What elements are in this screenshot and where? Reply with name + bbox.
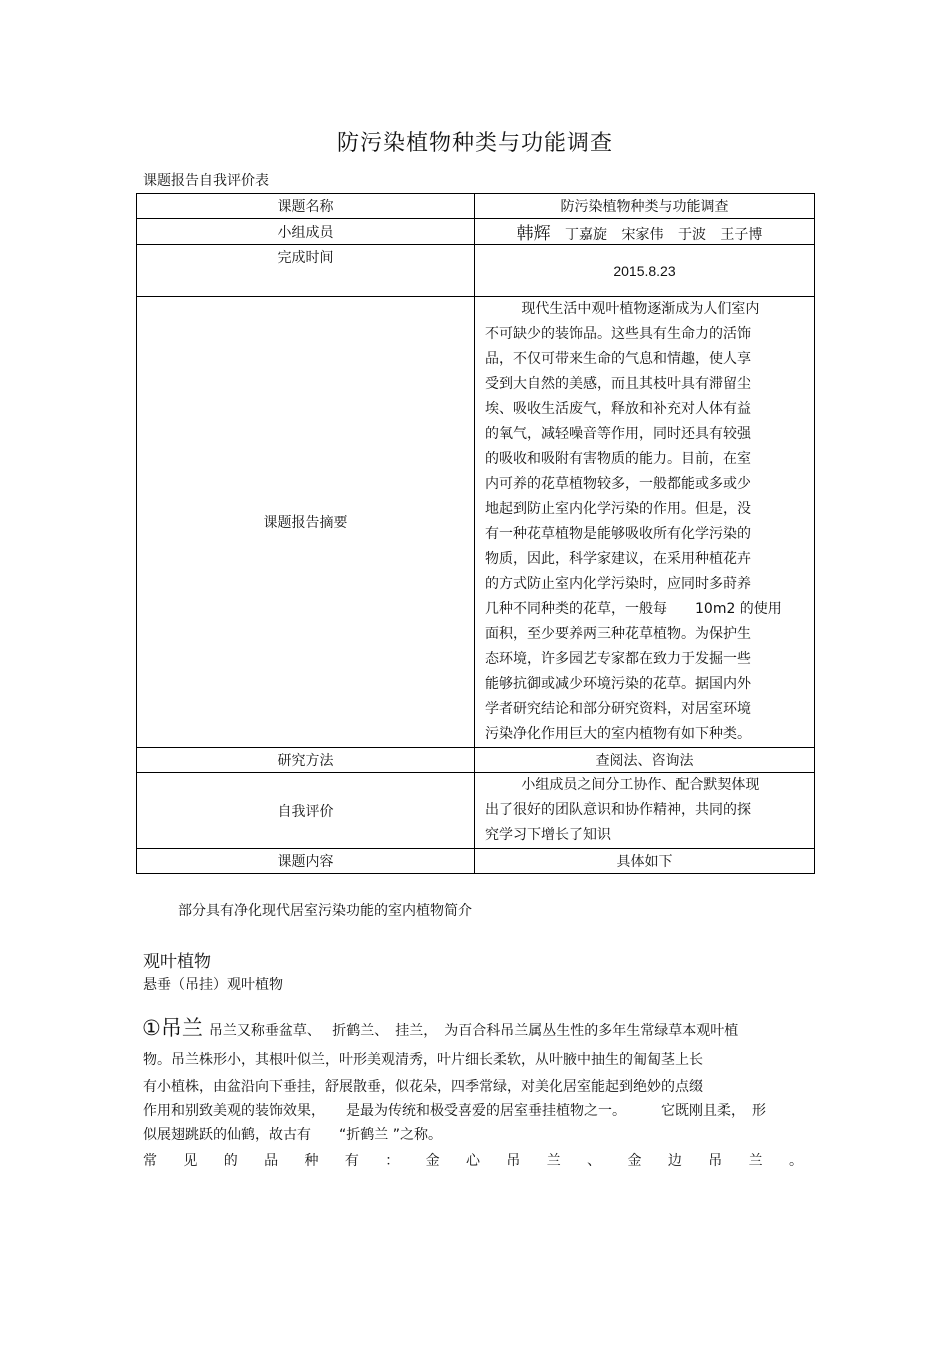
body-line: 作用和别致美观的装饰效果， 是最为传统和极受喜爱的居室垂挂植物之一。 它既刚且柔， 形 — [143, 1103, 766, 1119]
label-self-evaluation: 自我评价 — [137, 773, 475, 849]
char: 边 — [667, 1153, 682, 1169]
table-row — [137, 849, 815, 874]
char: 品 — [264, 1153, 279, 1169]
table-caption: 课题报告自我评价表 — [143, 173, 269, 189]
member-name: 宋家伟 — [621, 227, 664, 243]
table-row — [137, 773, 815, 849]
abstract-line: 学者研究结论和部分研究资料，对居室环境 — [485, 701, 751, 717]
body-line: 似展翅跳跃的仙鹤，故古有 “折鹤兰 ”之称。 — [143, 1127, 442, 1143]
member-name: 于波 — [677, 227, 706, 243]
char: 兰 — [546, 1153, 561, 1169]
abstract-line: 的方式防止室内化学污染时，应同时多莳养 — [485, 576, 751, 592]
body-line: 有小植株，由盆沿向下垂挂，舒展散垂，似花朵，四季常绿，对美化居室能起到绝妙的点缀 — [143, 1079, 703, 1095]
abstract-line: 几种不同种类的花草，一般每 10m2 的使用 — [485, 601, 782, 617]
subsection-heading: 悬垂（吊挂）观叶植物 — [143, 977, 283, 993]
abstract-line: 不可缺少的装饰品。这些具有生命力的活饰 — [485, 326, 751, 342]
abstract-line: 埃、吸收生活废气，释放和补充对人体有益 — [485, 401, 751, 417]
label-topic-name: 课题名称 — [137, 194, 475, 219]
char: 的 — [223, 1153, 238, 1169]
char: 吊 — [708, 1153, 723, 1169]
abstract-line: 现代生活中观叶植物逐渐成为人们室内 — [521, 301, 760, 317]
value-group-members — [475, 219, 815, 245]
member-name: 丁嘉旋 — [565, 227, 608, 243]
label-topic-content: 课题内容 — [137, 849, 475, 874]
char: 、 — [587, 1153, 602, 1169]
label-research-method: 研究方法 — [137, 748, 475, 773]
char: 见 — [183, 1153, 198, 1169]
table-row — [137, 297, 815, 748]
abstract-line: 面积，至少要养两三种花草植物。为保护生 — [485, 626, 751, 642]
member-name: 王子博 — [720, 227, 763, 243]
label-report-abstract: 课题报告摘要 — [137, 297, 475, 748]
abstract-line: 有一种花草植物是能够吸收所有化学污染的 — [485, 526, 751, 542]
label-completion-time: 完成时间 — [137, 245, 475, 297]
self-evaluation-table — [136, 193, 815, 874]
item-text: 吊兰又称垂盆草、 折鹤兰、 挂兰， 为百合科吊兰属丛生性的多年生常绿草本观叶植 — [208, 1023, 739, 1039]
document-title: 防污染植物种类与功能调查 — [336, 131, 613, 156]
char: 常 — [143, 1153, 157, 1169]
abstract-line: 物质，因此，科学家建议，在采用种植花卉 — [485, 551, 751, 567]
char: 种 — [304, 1153, 319, 1169]
abstract-line: 污染净化作用巨大的室内植物有如下种类。 — [485, 726, 751, 742]
table-row — [137, 219, 815, 245]
body-line: 物。吊兰株形小，其根叶似兰，叶形美观清秀，叶片细长柔软，从叶腋中抽生的匍匐茎上长 — [143, 1052, 703, 1068]
member-name: 韩辉 — [516, 224, 551, 244]
evaluation-line: 究学习下增长了知识 — [485, 827, 611, 843]
table-row — [137, 194, 815, 219]
value-research-method: 查阅法、咨询法 — [475, 748, 815, 773]
table-row — [137, 748, 815, 773]
char: 兰 — [748, 1153, 763, 1169]
abstract-line: 能够抗御或减少环境污染的花草。据国内外 — [485, 676, 751, 692]
value-topic-name: 防污染植物种类与功能调查 — [475, 194, 815, 219]
value-topic-content: 具体如下 — [475, 849, 815, 874]
abstract-line: 地起到防止室内化学污染的作用。但是，没 — [485, 501, 751, 517]
char: 。 — [789, 1153, 803, 1169]
char: ： — [385, 1153, 400, 1169]
char: 有 — [344, 1153, 359, 1169]
item-title: ①吊兰 — [142, 1016, 203, 1040]
label-group-members: 小组成员 — [137, 219, 475, 245]
abstract-line: 的吸收和吸附有害物质的能力。目前，在室 — [485, 451, 751, 467]
char: 金 — [627, 1153, 642, 1169]
abstract-line: 受到大自然的美感，而且其枝叶具有滞留尘 — [485, 376, 751, 392]
abstract-line: 的氧气，减轻噪音等作用，同时还具有较强 — [485, 426, 751, 442]
abstract-line: 态环境，许多园艺专家都在致力于发掘一些 — [485, 651, 751, 667]
value-self-evaluation — [475, 773, 815, 849]
evaluation-line: 小组成员之间分工协作、配合默契体现 — [521, 777, 760, 793]
item-first-line — [142, 1012, 738, 1042]
char: 心 — [466, 1153, 480, 1169]
common-varieties-line — [143, 1150, 803, 1170]
value-completion-time: 2015.8.23 — [475, 245, 815, 297]
abstract-line: 内可养的花草植物较多，一般都能或多或少 — [485, 476, 751, 492]
value-report-abstract — [475, 297, 815, 748]
table-row — [137, 245, 815, 297]
evaluation-line: 出了很好的团队意识和协作精神，共同的探 — [485, 802, 751, 818]
abstract-line: 品，不仅可带来生命的气息和情趣，使人享 — [485, 351, 751, 367]
char: 金 — [425, 1153, 440, 1169]
intro-paragraph: 部分具有净化现代居室污染功能的室内植物简介 — [178, 903, 472, 919]
char: 吊 — [506, 1153, 521, 1169]
section-heading: 观叶植物 — [143, 952, 211, 972]
